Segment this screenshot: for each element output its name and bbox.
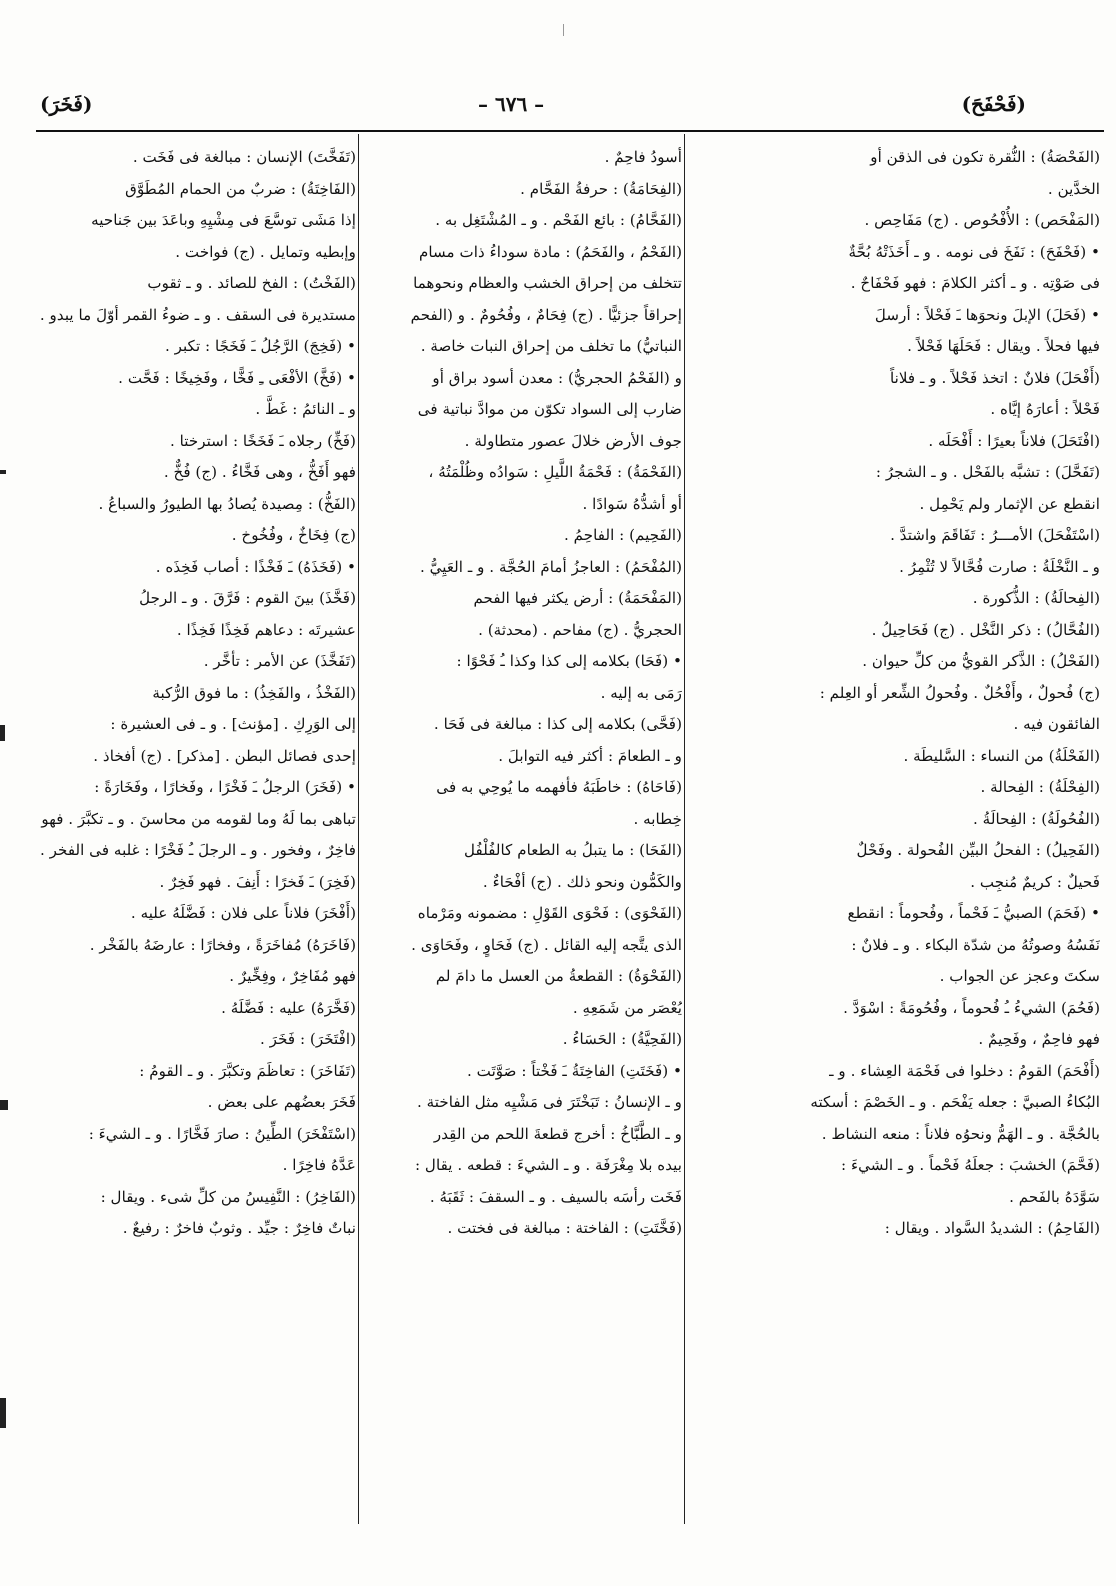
entry-line: (تَفَخَّتَ) الإنسان : مبالغة فى فَخَت . — [132, 148, 356, 166]
entry-line: (الفُحُولَةُ) : الفِحالَةُ . — [973, 809, 1100, 828]
entry-line: و ـ الطعامَ : أكثر فيه التوابلَ . — [498, 746, 682, 765]
entry-line: (فَخَّرَهُ) عليه : فَضَّلَهُ . — [221, 998, 356, 1017]
entry-line: (أَفْحَمَ) القومُ : دخلوا فى فَحْمَة العِشاء . و ـ — [829, 1061, 1100, 1080]
entry-line: انقطع عن الإثمار ولم يَحْمِل . — [919, 494, 1100, 513]
entry-line: سكتَ وعجز عن الجواب . — [939, 967, 1100, 985]
entry-line: • (فَخَتَتِ) الفاخِتَةُ ـَ فَخْتاً : صَوَّتَت . — [467, 1061, 682, 1080]
entry-line: (الفَخْذُ ، والفَخِذُ) : ما فوق الرُّكبة — [152, 683, 356, 702]
entry-line: فَخَرَ بعضُهم على بعض . — [207, 1093, 356, 1111]
entry-line: (فَاخَرَهُ) مُفاخَرَةً ، وفخارًا : عارضَهُ بالفَخْر . — [89, 935, 356, 954]
entry-line: فيها فحلاً . ويقال : فَحَلَهَا فَحْلاً . — [907, 337, 1100, 355]
entry-line: و (الفَحْمُ الحجريُّ) : معدن أسود براق أو — [432, 368, 682, 387]
entry-line: سَوَّدَهُ بالفَحم . — [1009, 1187, 1100, 1206]
entry-line: ضارب إلى السواد تكوّن من موادَّ نباتية فى — [417, 400, 682, 418]
entry-line: أسودُ فاحِمٌ . — [604, 148, 682, 166]
entry-line: (تَفَخَّذَ) عن الأمر : تأخَّر . — [203, 652, 356, 670]
entry-line: (فَاحَاهُ) : خاطَبَهُ فأفهمه ما يُوحِي به فى — [436, 778, 682, 796]
entry-line: (الفَحْصَةُ) : النُّقرة تكون فى الذقن أو — [870, 148, 1100, 166]
header-rule — [36, 130, 1104, 132]
entry-line: (فَخَّذَ) بينَ القوم : فَرَّقَ . و ـ الرجلُ — [139, 589, 356, 607]
entry-line: بالحُجَّة . و ـ الهَمُّ ونحوُه فلاناً : منعه النشاط . — [821, 1124, 1100, 1143]
entry-line: • (فَخَّ) الأفْعَى ـِ فَخًّا ، وفَخِيخًا : فَحَّت . — [118, 368, 356, 387]
entry-line: خِطابه . — [633, 809, 682, 828]
entry-line: الفائقون فيه . — [1013, 715, 1100, 733]
entry-line: عشيرتَه : دعاهم فَخِذًا فَخِذًا . — [176, 620, 356, 639]
entry-line: • (فَخِجَ) الرَّجُلُ ـَ فَخَجًا : تكبر . — [164, 337, 356, 355]
entry-line: • (فَخَرَ) الرجلُ ـَ فَخْرًا ، وفَخارًا ، وفَخَارَةً : — [94, 778, 356, 796]
entry-line: (أَفْحَلَ) فلانٌ : اتخذ فَحْلاً . و ـ فلاناً — [890, 368, 1100, 387]
entry-line: (افْتَخَرَ) : فَخَرَ . — [260, 1030, 356, 1048]
entry-line: فَخَت رأسَه بالسيف . و ـ السقفَ : ثَقَبَهُ . — [429, 1187, 682, 1206]
entry-line: (الفَحْلَةُ) من النساء : السَّليطَة . — [903, 746, 1100, 765]
entry-line: إحدى فصائل البطن . [مذكر] . (ج) أفخاذ . — [93, 746, 356, 765]
entry-line: (الفَحِيلُ) : الفحلُ البيِّن الفُحولة . وفَحْلٌ — [856, 841, 1100, 859]
entry-line: (ج) فِخَاخٌ ، وفُخُوخ . — [231, 526, 356, 544]
entry-line: (الفِحْلَةُ) : الفِحالة . — [980, 778, 1100, 796]
entry-line: (ج) فُحولٌ ، وأَفْحُلٌ . وفُحولُ الشِّعر أو العِلم : — [819, 683, 1100, 702]
entry-line: تباهى بما لَهُ وما لقومه من محاسنَ . و ـ تكبَّرَ . فهو — [41, 809, 356, 828]
entry-line: (الفَحْمَةُ) : فَحْمَةُ اللَّيلِ : سَوادُه وظُلْمَتُهُ ، — [428, 463, 682, 481]
header-entry-word-left: (فَخَرَ) — [40, 92, 93, 116]
entry-line: إحراقاً جزئيًّا . (ج) فِحَامٌ ، وفُحُومٌ . و (الفحم — [410, 305, 682, 324]
entry-line: (افْتَحَلَ) فلاناً بعيرًا : أَفْحَلَه . — [928, 431, 1100, 450]
entry-line: و ـ النَّخْلَةُ : صارت فُحَّالاً لا تُثْمِرُ . — [899, 557, 1100, 576]
scan-margin-mark — [563, 24, 564, 36]
dictionary-column-left — [40, 142, 356, 1572]
entry-line: فى صَوْتِه . و ـ أكثر الكلامَ : فهو فَحْفَاحٌ . — [850, 274, 1100, 292]
entry-line: (الفُحَّالُ) : ذكر النَّخْل . (ج) فَحَاحِيلُ . — [871, 620, 1100, 639]
entry-line: (الفَحَا) : ما يتبلُ به الطعام كالفُلْفُل — [464, 841, 682, 859]
entry-line: (الفَحِيَّةُ) : الحَسَاءُ . — [562, 1030, 682, 1048]
header-entry-word-right: (فَحْفَحَ) — [961, 92, 1026, 116]
entry-line: و ـ الطَّبَّاخُ : أخرج قطعةَ اللحم من القِدر — [433, 1124, 682, 1143]
entry-line: الذى يتَّجه إليه القائل . (ج) فَحَاوٍ ، وفَحَاوَى . — [411, 935, 682, 954]
entry-line: الحجريُّ . (ج) مفاحم . (محدثة) . — [478, 620, 682, 639]
entry-line: وإبطيه وتمايل . (ج) فواخت . — [175, 242, 356, 261]
entry-line: يُعْصَر من شَمَعِهِ . — [572, 998, 682, 1017]
entry-line: (فَخِّ) رجلاه ـَ فَخَخًا : استرختا . — [169, 431, 356, 450]
entry-line: فَحيلٌ : كريمٌ مُنجِب . — [970, 872, 1100, 891]
entry-line: • (فَحَلَ) الإبلَ ونحوَها ـَ فَحْلاً : أرسلَ — [874, 305, 1100, 324]
page-number: – ٦٧٦ – — [478, 92, 545, 116]
entry-line: والكَمُّون ونحو ذلك . (ج) أفْحَاءٌ . — [482, 872, 682, 891]
entry-line: نَفَسُهُ وصوتُهُ من شدّة البكاء . و ـ فلانٌ : — [851, 935, 1100, 954]
entry-line: (الفَاحِمُ) : الشديدُ السَّواد . ويقال : — [884, 1219, 1100, 1237]
scan-margin-mark — [0, 1100, 8, 1110]
entry-line: (تَفَحَّلَ) : تشبَّه بالفَحْل . و ـ الشجرُ : — [875, 463, 1100, 481]
entry-line: جوف الأرض خلالَ عصور متطاولة . — [464, 431, 682, 450]
entry-line: تتخلف من إحراق الخشب والعظام ونحوهما — [413, 274, 682, 292]
entry-line: نباتٌ فاخِرٌ : جيِّد . وثوبٌ فاخرٌ : رفيعٌ . — [122, 1219, 356, 1237]
entry-line: (الفَحِيم) : الفاحِمُ . — [564, 526, 682, 544]
entry-line: (الفَحْلُ) : الذَّكر القويُّ من كلِّ حيوان . — [862, 652, 1100, 670]
entry-line: رَمَى به إليه . — [600, 683, 682, 702]
entry-line: (الفَخْتُ) : الفخ للصائد . و ـ ثقوب — [147, 274, 356, 292]
scan-margin-mark — [0, 725, 5, 741]
entry-line: • (فَحَمَ) الصبيُّ ـَ فَحْماً ، وفُحوماً : انقطع — [847, 904, 1100, 922]
entry-line: (الفَحْوَى) : فَحْوَى القَوْلِ : مضمونه ومَرْماه — [417, 904, 682, 922]
entry-line: (الفَخُّ) : مِصيدة يُصادُ بها الطيورُ والسباعُ . — [98, 494, 356, 513]
entry-line: فهو أَفَخُّ ، وهى فَخَّاءُ . (ج) فُخٌّ . — [163, 463, 356, 481]
entry-line: فاخِرٌ ، وفخور . و ـ الرجلَ ـُ فَخْرًا : غلبه فى الفخر . — [40, 841, 356, 859]
entry-line: مستديرة فى السقف . و ـ ضوءُ القمر أوّلَ ما يبدو . — [40, 305, 356, 324]
entry-line: النباتيُّ) ما تخلف من إحراق النبات خاصة . — [420, 337, 682, 355]
entry-line: (اسْتَفْحَلَ) الأمـــرُ : تَفَاقَمَ واشتدَّ . — [890, 526, 1100, 544]
entry-line: (المَفْحَص) : الأُفْحُوص . (ج) مَفَاحِص . — [864, 211, 1100, 229]
entry-line: (الفَحَّامُ) : بائع الفَحْم . و ـ المُشْتَغِل به . — [435, 211, 682, 229]
entry-line: فَحْلاً : أعارَهُ إيَّاه . — [990, 400, 1100, 418]
entry-line: (فَحَّى) بكلامه إلى كذا : مبالغة فى فَحَا . — [433, 715, 682, 733]
entry-line: إذا مَشَى توسَّعَ فى مِشْيِهِ وباعَدَ بين جَناحيه — [91, 211, 356, 229]
entry-line: أو أشدُّهُ سَوادًا . — [582, 494, 682, 513]
scan-margin-mark — [0, 1398, 6, 1428]
entry-line: (فَحَّمَ) الخشبَ : جعلَهُ فَحْماً . و ـ الشيءَ : — [841, 1156, 1100, 1174]
entry-line: فهو فاحِمٌ ، وفَحِيمٌ . — [978, 1030, 1100, 1048]
entry-line: (الفِحالَةُ) : الذُّكورة . — [972, 589, 1100, 607]
entry-line: و ـ النائمُ : غَطَّ . — [255, 400, 356, 418]
entry-line: • (فَحَا) بكلامه إلى كذا وكذا ـُ فَحْوًا : — [456, 652, 682, 670]
entry-line: (فَحُمَ) الشيءُ ـُ فُحوماً ، وفُحُومَةً : اسْوَدَّ . — [843, 998, 1100, 1017]
entry-line: • (فَخَذَهُ) ـَ فَخْذًا : أصاب فَخِذَه . — [155, 557, 356, 576]
entry-line: (اسْتَفْخَرَ) الطِّينُ : صارَ فَخَّارًا . و ـ الشيءَ : — [88, 1124, 356, 1143]
entry-line: • (فَحْفَحَ) : نَفَخَ فى نومه . و ـ أَخَذَتْهُ بُحَّةٌ — [848, 242, 1100, 261]
scan-margin-mark — [0, 470, 6, 474]
entry-line: فهو مُفَاخِرٌ ، وفِخِّيرٌ . — [229, 967, 356, 985]
entry-line: بيده بلا مِغْرَفَة . و ـ الشيءَ : قطعه . يقال : — [414, 1156, 682, 1174]
entry-line: إلى الوَرِكِ . [مؤنث] . و ـ فى العشيرة : — [110, 715, 356, 733]
entry-line: (الفَحْوَةُ) : القطعةُ من العسل ما دامَ لم — [435, 967, 682, 985]
column-divider — [358, 134, 359, 1524]
entry-line: (أَفْخَرَ) فلاناً على فلان : فَضَّلَهُ عليه . — [130, 904, 356, 922]
entry-line: (المُفْحَمُ) : العاجزُ أمامَ الحُجَّة . و ـ العَيِيُّ . — [419, 557, 682, 576]
entry-line: (الفَاخِتَةُ) : ضربٌ من الحمام المُطَوَّق — [125, 179, 356, 198]
entry-line: (فَخَّتَتِ) : الفاختة : مبالغة فى فختت . — [447, 1219, 682, 1237]
entry-line: (تَفَاخَرَ) : تعاظَمَ وتكبَّرَ . و ـ القومُ : — [139, 1061, 356, 1080]
entry-line: و ـ الإنسانُ : تَبَخْتَرَ فى مَشْيِه مثل الفاختة . — [416, 1093, 682, 1111]
entry-line: (الفَحْمُ ، والفَحَمُ) : مادة سوداءُ ذات مسام — [418, 242, 682, 261]
entry-line: الخدَّين . — [1047, 179, 1100, 198]
entry-line: البُكاءُ الصبيَّ : جعله يَفْحَم . و ـ الخَصْمَ : أسكته — [810, 1093, 1100, 1111]
entry-line: (الفَاخِرُ) : النَّفِيسُ من كلِّ شىء . ويقال : — [100, 1187, 356, 1206]
entry-line: (فَخِرَ) ـَ فَخرًا : أَنِفَ . فهو فَخِرٌ . — [159, 872, 356, 891]
entry-line: عَدَّهُ فاخِرًا . — [282, 1156, 356, 1174]
entry-line: (المَفْحَمَةُ) : أرض يكثر فيها الفحم — [473, 589, 682, 607]
dictionary-column-middle — [364, 142, 682, 1572]
dictionary-column-right — [690, 142, 1100, 1572]
entry-line: (الفِحَامَةُ) : حرفةُ الفَحَّام . — [520, 179, 682, 198]
column-divider — [684, 134, 685, 1524]
